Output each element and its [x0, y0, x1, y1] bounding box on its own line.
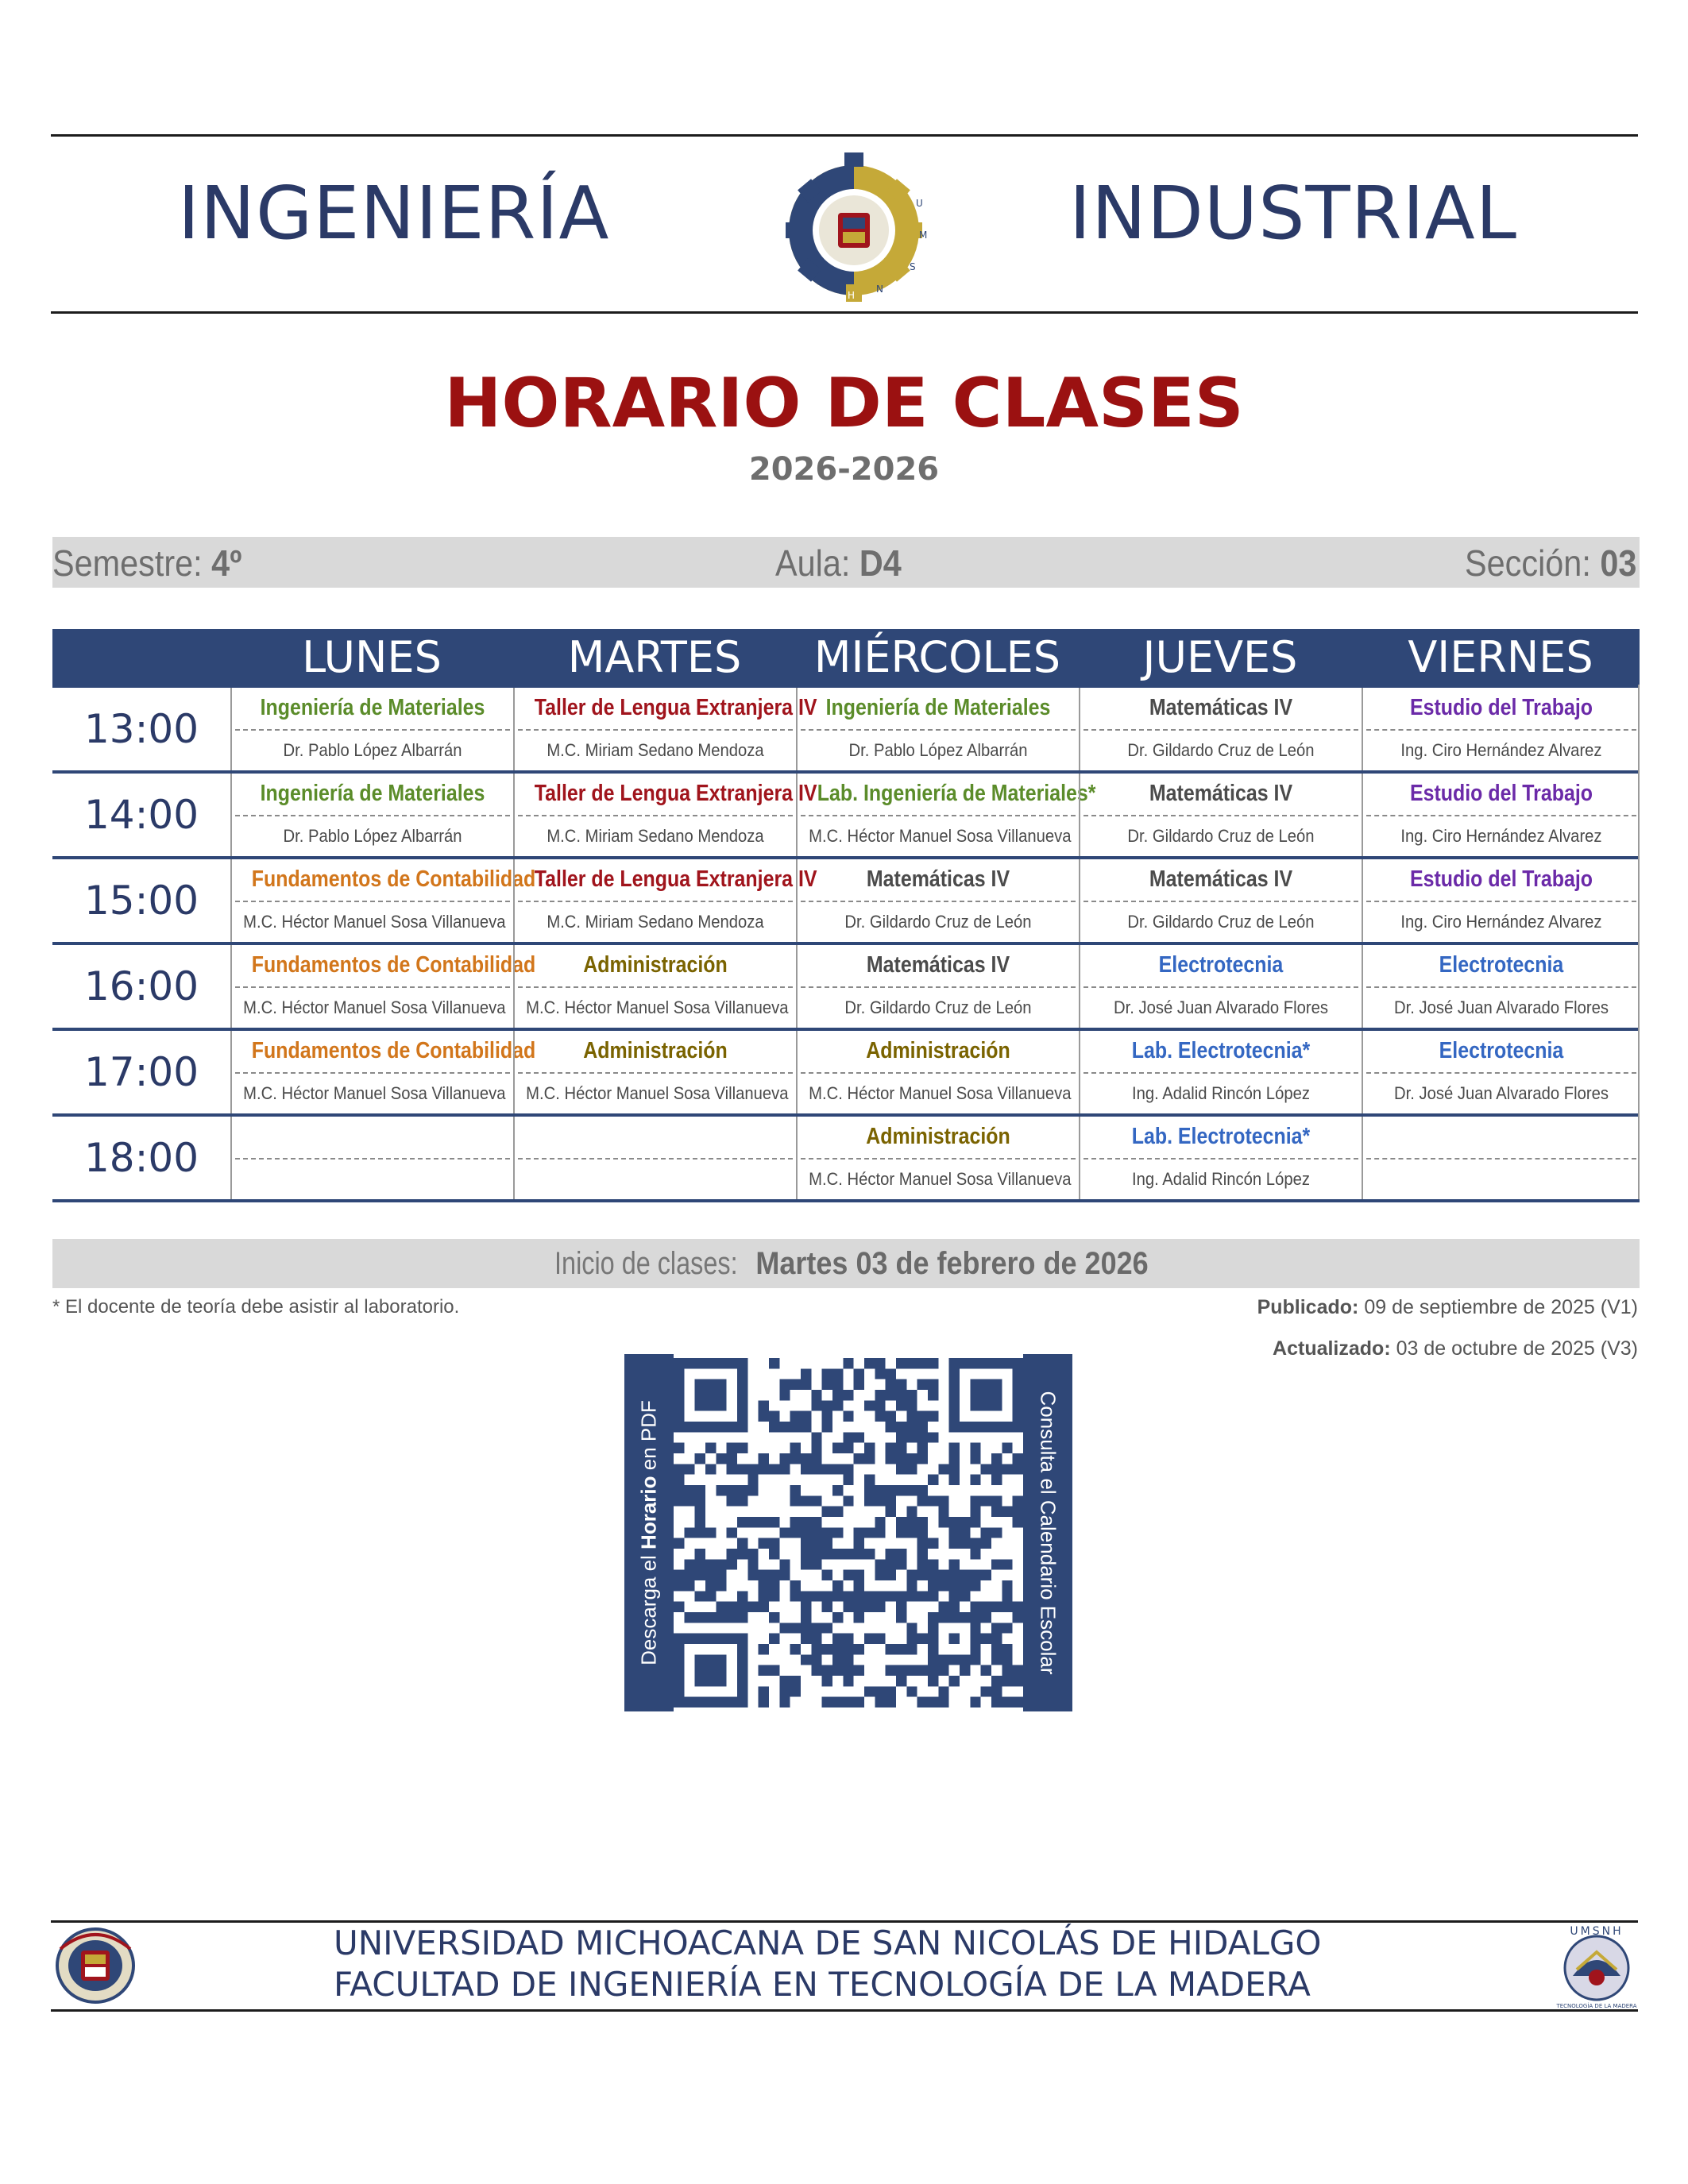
published-date — [1257, 1296, 1638, 1319]
lab-note: * El docente de teoría debe asistir al laboratorio. — [52, 1296, 460, 1318]
teacher-name: Ing. Ciro Hernández Alvarez — [1400, 740, 1602, 760]
teacher-name — [526, 1160, 785, 1199]
classroom-info — [775, 542, 902, 585]
time-slot: 13:00 — [83, 706, 199, 752]
grid-bottom-border — [52, 1199, 1640, 1202]
schedule-row — [52, 685, 1640, 770]
subject-name: Estudio del Trabajo — [1409, 866, 1593, 892]
time-slot: 14:00 — [83, 792, 199, 838]
day-lunes: LUNES — [302, 632, 442, 682]
header-rule-bottom — [51, 311, 1638, 314]
qr-download-text: Descarga el Horario en PDF — [636, 1400, 661, 1665]
subject-name — [1382, 1117, 1620, 1158]
qr-calendar-text: Consulta el Calendario Escolar — [1036, 1391, 1060, 1675]
published-label: Publicado: — [1257, 1296, 1359, 1318]
subject-name: Electrotecnia — [1439, 952, 1564, 978]
teacher-name: Ing. Adalid Rincón López — [1132, 1169, 1310, 1189]
class-cell — [513, 1117, 796, 1199]
class-cell — [796, 774, 1096, 856]
teacher-name: M.C. Héctor Manuel Sosa Villanueva — [526, 997, 789, 1017]
svg-text:S: S — [910, 261, 916, 272]
day-viernes: VIERNES — [1408, 632, 1593, 682]
subject-name: Taller de Lengua Extranjera IV — [534, 695, 817, 720]
svg-text:M: M — [919, 230, 928, 241]
time-slot: 15:00 — [83, 878, 199, 924]
class-cell — [796, 945, 1079, 1028]
wood-faculty-seal-icon — [1553, 1920, 1640, 2009]
class-cell — [513, 688, 817, 770]
section-info — [1465, 542, 1636, 585]
teacher-name: Dr. Pablo López Albarrán — [283, 826, 462, 846]
teacher-name: Ing. Ciro Hernández Alvarez — [1400, 912, 1602, 932]
classroom-label: Aula: — [775, 542, 851, 584]
svg-text:H: H — [848, 290, 856, 301]
subject-name: Matemáticas IV — [1149, 695, 1293, 720]
class-cell — [1362, 1117, 1640, 1199]
semester-info — [52, 542, 241, 585]
class-cell — [230, 1117, 513, 1199]
class-cell — [1362, 1031, 1640, 1113]
subject-name: Administración — [866, 1124, 1010, 1149]
subject-name: Estudio del Trabajo — [1409, 695, 1593, 720]
teacher-name: Ing. Adalid Rincón López — [1132, 1083, 1310, 1103]
teacher-name — [1374, 1160, 1628, 1199]
subject-name: Ingeniería de Materiales — [825, 695, 1051, 720]
teacher-name: M.C. Miriam Sedano Mendoza — [547, 912, 764, 932]
day-miercoles: MIÉRCOLES — [813, 632, 1061, 682]
subject-name: Matemáticas IV — [866, 952, 1010, 978]
qr-block[interactable] — [624, 1354, 1072, 1711]
time-slot: 17:00 — [83, 1049, 199, 1095]
footer-rule-bottom — [51, 2009, 1638, 2012]
subject-name: Taller de Lengua Extranjera IV — [534, 866, 817, 892]
svg-text:UMSNH: UMSNH — [1570, 1925, 1624, 1938]
svg-text:TECNOLOGÍA DE LA MADERA: TECNOLOGÍA DE LA MADERA — [1556, 2003, 1637, 2009]
teacher-name: Dr. José Juan Alvarado Flores — [1393, 1083, 1609, 1103]
teacher-name — [243, 1160, 502, 1199]
qr-calendar-label[interactable] — [1023, 1354, 1072, 1711]
schedule-row — [52, 1113, 1640, 1199]
class-cell — [230, 774, 513, 856]
schedule-row — [52, 1028, 1640, 1113]
subject-name: Ingeniería de Materiales — [260, 695, 485, 720]
teacher-name: Dr. Gildardo Cruz de León — [844, 912, 1032, 932]
class-cell — [1362, 688, 1640, 770]
class-cell — [796, 1031, 1079, 1113]
teacher-name: Dr. Gildardo Cruz de León — [1127, 740, 1315, 760]
start-date-label: Inicio de clases: — [554, 1246, 738, 1281]
class-cell — [513, 945, 796, 1028]
subject-name: Administración — [866, 1038, 1010, 1063]
class-cell — [230, 859, 536, 942]
teacher-name: Dr. José Juan Alvarado Flores — [1393, 997, 1609, 1017]
start-date-bar — [52, 1239, 1640, 1288]
subject-name: Administración — [583, 952, 728, 978]
teacher-name: M.C. Miriam Sedano Mendoza — [547, 826, 764, 846]
teacher-name: Ing. Ciro Hernández Alvarez — [1400, 826, 1602, 846]
teacher-name: Dr. Gildardo Cruz de León — [1127, 912, 1315, 932]
info-bar — [52, 537, 1640, 588]
subject-name: Ingeniería de Materiales — [260, 781, 485, 806]
class-cell — [513, 859, 817, 942]
class-cell — [1362, 774, 1640, 856]
class-cell — [1362, 945, 1640, 1028]
teacher-name: Dr. Gildardo Cruz de León — [1127, 826, 1315, 846]
class-cell — [796, 859, 1079, 942]
class-cell — [796, 1117, 1079, 1199]
start-date-value: Martes 03 de febrero de 2026 — [755, 1246, 1149, 1281]
grid-right-border — [1638, 685, 1640, 1201]
class-cell — [1079, 1117, 1362, 1199]
subject-name: Fundamentos de Contabilidad — [251, 1038, 536, 1063]
qr-code-icon[interactable] — [674, 1354, 1023, 1711]
updated-label: Actualizado: — [1273, 1337, 1391, 1360]
class-cell — [796, 688, 1079, 770]
day-jueves: JUEVES — [1142, 632, 1298, 682]
class-cell — [1362, 859, 1640, 942]
section-value: 03 — [1599, 542, 1636, 584]
subject-name: Electrotecnia — [1439, 1038, 1564, 1063]
subject-name: Matemáticas IV — [1149, 781, 1293, 806]
subject-name: Electrotecnia — [1158, 952, 1284, 978]
subject-name: Taller de Lengua Extranjera IV — [534, 781, 817, 806]
section-label: Sección: — [1464, 542, 1591, 584]
university-seal-icon — [52, 1925, 138, 2006]
class-cell — [513, 774, 817, 856]
svg-text:U: U — [916, 198, 923, 209]
school-year: 2026-2026 — [748, 451, 940, 488]
svg-text:N: N — [876, 284, 883, 295]
teacher-name: M.C. Héctor Manuel Sosa Villanueva — [526, 1083, 789, 1103]
subject-name: Administración — [583, 1038, 728, 1063]
subject-name: Matemáticas IV — [866, 866, 1010, 892]
updated-date — [1273, 1337, 1638, 1360]
page-title: HORARIO DE CLASES — [444, 364, 1244, 443]
class-cell — [230, 945, 536, 1028]
teacher-name: M.C. Héctor Manuel Sosa Villanueva — [809, 826, 1072, 846]
teacher-name: M.C. Héctor Manuel Sosa Villanueva — [809, 1083, 1072, 1103]
semester-value: 4º — [211, 542, 242, 584]
schedule-row — [52, 770, 1640, 856]
time-slot: 18:00 — [83, 1135, 199, 1181]
teacher-name: M.C. Héctor Manuel Sosa Villanueva — [243, 912, 506, 932]
time-slot: 16:00 — [83, 963, 199, 1009]
subject-name: Lab. Ingeniería de Materiales* — [817, 781, 1096, 806]
updated-value: 03 de octubre de 2025 (V3) — [1396, 1337, 1638, 1360]
subject-name: Estudio del Trabajo — [1409, 781, 1593, 806]
teacher-name: M.C. Héctor Manuel Sosa Villanueva — [243, 1083, 506, 1103]
class-cell — [1079, 1031, 1362, 1113]
footer-rule-top — [51, 1920, 1638, 1923]
teacher-name: Dr. Pablo López Albarrán — [283, 740, 462, 760]
teacher-name: Dr. José Juan Alvarado Flores — [1113, 997, 1328, 1017]
subject-name: Matemáticas IV — [1149, 866, 1293, 892]
header-word-left: INGENIERÍA — [178, 171, 610, 256]
teacher-name: M.C. Miriam Sedano Mendoza — [547, 740, 764, 760]
published-value: 09 de septiembre de 2025 (V1) — [1364, 1296, 1638, 1318]
faculty-name: FACULTAD DE INGENIERÍA EN TECNOLOGÍA DE LA MADERA — [334, 1965, 1311, 2004]
day-martes: MARTES — [567, 632, 742, 682]
class-cell — [230, 688, 513, 770]
class-cell — [1079, 774, 1362, 856]
subject-name: Fundamentos de Contabilidad — [251, 952, 536, 978]
class-cell — [1079, 688, 1362, 770]
header-rule-top — [51, 134, 1638, 137]
subject-name: Lab. Electrotecnia* — [1131, 1124, 1311, 1149]
qr-download-label[interactable] — [624, 1354, 674, 1711]
subject-name: Lab. Electrotecnia* — [1131, 1038, 1311, 1063]
faculty-gear-logo-icon — [774, 151, 933, 302]
weekday-header — [52, 629, 1640, 685]
start-date-text — [544, 1239, 1148, 1288]
schedule-row — [52, 942, 1640, 1028]
class-cell — [230, 1031, 536, 1113]
subject-name: Fundamentos de Contabilidad — [251, 866, 536, 892]
university-name: UNIVERSIDAD MICHOACANA DE SAN NICOLÁS DE HIDALGO — [334, 1924, 1322, 1962]
class-cell — [513, 1031, 796, 1113]
schedule-row — [52, 856, 1640, 942]
subject-name — [252, 1117, 493, 1158]
header-word-right: INDUSTRIAL — [1069, 171, 1517, 256]
teacher-name: Dr. Pablo López Albarrán — [848, 740, 1028, 760]
teacher-name: Dr. Gildardo Cruz de León — [844, 997, 1032, 1017]
semester-label: Semestre: — [52, 542, 203, 584]
teacher-name: M.C. Héctor Manuel Sosa Villanueva — [243, 997, 506, 1017]
subject-name — [535, 1117, 776, 1158]
classroom-value: D4 — [859, 542, 902, 584]
class-cell — [1079, 945, 1362, 1028]
teacher-name: M.C. Héctor Manuel Sosa Villanueva — [809, 1169, 1072, 1189]
class-cell — [1079, 859, 1362, 942]
